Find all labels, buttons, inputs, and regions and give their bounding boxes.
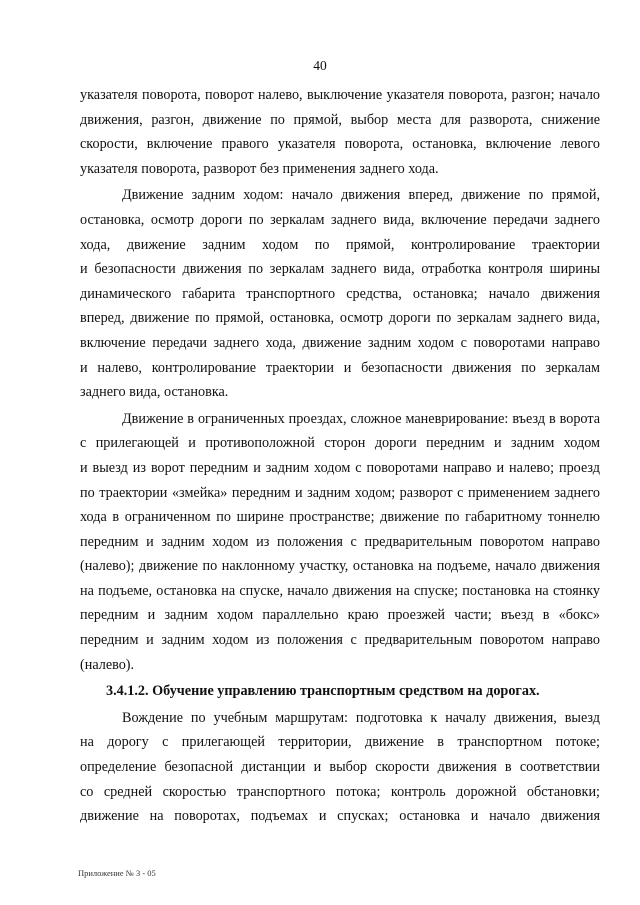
text-line: и налево, контролирование траектории и безопасности движения по зеркалам <box>80 359 600 376</box>
page-number: 40 <box>313 58 327 73</box>
text-line: скорости, включение правого указателя поворота, остановка, включение левого <box>80 136 600 153</box>
text-line: вперед, движение по прямой, остановка, осмотр дороги по зеркалам заднего вида, <box>80 310 600 327</box>
text-line: Движение задним ходом: начало движения вперед, движение по прямой, <box>122 187 600 204</box>
section-heading: 3.4.1.2. Обучение управлению транспортным средством на дорогах. <box>106 683 540 700</box>
paragraph-2 <box>80 183 600 404</box>
text-line: динамического габарита транспортного средства, остановка; начало движения <box>80 285 600 302</box>
text-line: (налево); движение по наклонному участку, остановка на подъеме, начало движения <box>80 558 600 575</box>
text-line: определение безопасной дистанции и выбор скорости движения в соответствии <box>80 759 600 776</box>
text-line: хода, движение задним ходом по прямой, контролирование траектории <box>80 236 600 253</box>
text-line: передним и задним ходом из положения с предварительным поворотом направо <box>80 533 600 550</box>
text-line: Вождение по учебным маршрутам: подготовка к началу движения, выезд <box>122 709 600 726</box>
text-line: указателя поворота, разворот без применения заднего хода. <box>80 160 439 177</box>
text-line: движения, разгон, движение по прямой, выбор места для разворота, снижение <box>80 111 600 128</box>
text-line: со средней скоростью транспортного потока; контроль дорожной обстановки; <box>80 783 600 800</box>
text-line: остановка, осмотр дороги по зеркалам заднего вида, включение передачи заднего <box>80 211 600 228</box>
text-line: передним и задним ходом из положения с предварительным поворотом направо <box>80 632 600 649</box>
text-line: указателя поворота, поворот налево, выключение указателя поворота, разгон; начало <box>80 87 600 103</box>
paragraph-3 <box>80 407 600 678</box>
text-line: Движение в ограниченных проездах, сложное маневрирование: въезд в ворота <box>122 410 600 427</box>
page-footer: Приложение № 3 - 05 <box>78 868 156 878</box>
text-line: и безопасности движения по зеркалам заднего вида, отработка контроля ширины <box>80 261 600 278</box>
text-line: на подъеме, остановка на спуске, начало движения на спуске; постановка на стоянку <box>80 582 600 599</box>
text-line: и выезд из ворот передним и задним ходом с поворотами направо и налево; проезд <box>80 459 600 476</box>
text-line: с прилегающей и противоположной сторон дороги передним и задним ходом <box>80 435 600 452</box>
paragraph-4 <box>80 706 600 829</box>
text-line: хода в ограниченном по ширине пространстве; движение по габаритному тоннелю <box>80 509 600 526</box>
body-text <box>80 83 600 829</box>
text-line: включение передачи заднего хода, движение задним ходом с поворотами направо <box>80 334 600 351</box>
text-line: по траектории «змейка» передним и задним ходом; разворот с применением заднего <box>80 484 600 501</box>
text-line: заднего вида, остановка. <box>80 384 229 401</box>
paragraph-1 <box>80 83 600 181</box>
text-line: (налево). <box>80 656 135 673</box>
text-line: передним и задним ходом параллельно краю проезжей части; въезд в «бокс» <box>80 607 600 624</box>
text-line: движение на поворотах, подъемах и спусках; остановка и начало движения <box>80 808 600 825</box>
text-line: на дорогу с прилегающей территории, движение в транспортном потоке; <box>80 734 600 751</box>
